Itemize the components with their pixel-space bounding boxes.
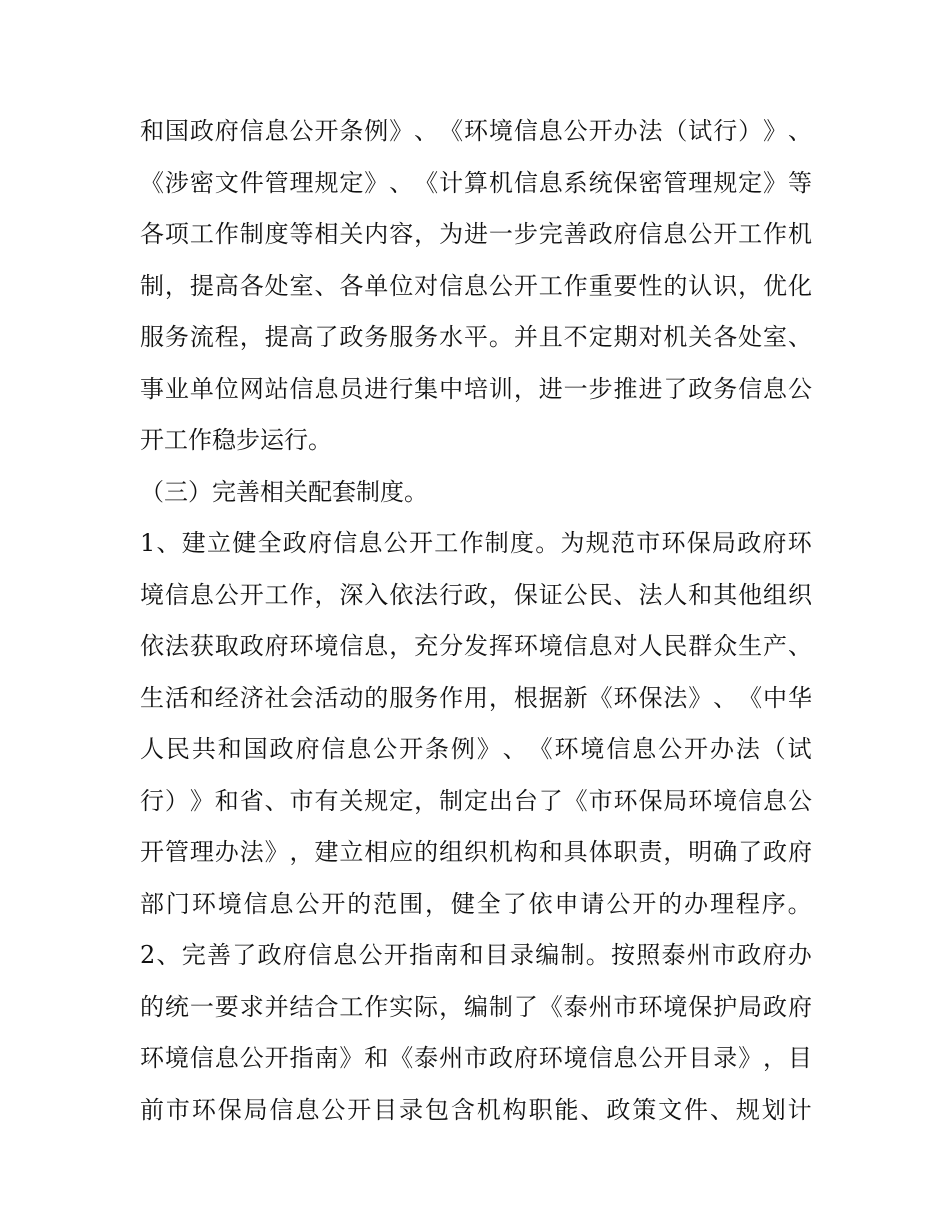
document-body xyxy=(140,106,812,1136)
text-line: 2 、 完 善 了 政 府 信 息 公 开 指 南 和 目 录 编 制 。 按 照 泰 州 市 政 府 办 xyxy=(140,941,812,969)
text-line: 前 市 环 保 局 信 息 公 开 目 录 包 含 机 构 职 能 、 政 策 文 件 、 规 划 计 xyxy=(140,1095,812,1124)
text-line: 行 ） 》 和 省 、 市 有 关 规 定 ， 制 定 出 台 了 《 市 环 保 局 环 境 信 息 公 xyxy=(140,786,812,815)
text-line: 人 民 共 和 国 政 府 信 息 公 开 条 例 》 、 《 环 境 信 息 公 开 办 法 （ 试 xyxy=(140,735,812,763)
text-line: 《 涉 密 文 件 管 理 规 定 》 、 《 计 算 机 信 息 系 统 保 密 管 理 规 定 》 等 xyxy=(140,168,812,197)
text-line: 1 、 建 立 健 全 政 府 信 息 公 开 工 作 制 度 。 为 规 范 市 环 保 局 政 府 环 xyxy=(140,529,812,557)
text-line: 环 境 信 息 公 开 指 南 》 和 《 泰 州 市 政 府 环 境 信 息 公 开 目 录 》 ， 目 xyxy=(140,1044,812,1072)
text-line: 事 业 单 位 网 站 信 息 员 进 行 集 中 培 训 ， 进 一 步 推 进 了 政 务 信 息 公 xyxy=(140,374,812,403)
text-line: 的 统 一 要 求 并 结 合 工 作 实 际 ， 编 制 了 《 泰 州 市 环 境 保 护 局 政 府 xyxy=(140,992,812,1021)
text-line: 开 管 理 办 法 》 ， 建 立 相 应 的 组 织 机 构 和 具 体 职 责 ， 明 确 了 政 府 xyxy=(140,838,812,866)
text-line: 依 法 获 取 政 府 环 境 信 息 ， 充 分 发 挥 环 境 信 息 对 人 民 群 众 生 产 、 xyxy=(140,632,812,660)
text-line: 和 国 政 府 信 息 公 开 条 例 》 、 《 环 境 信 息 公 开 办 法 （ 试 行 ） 》 、 xyxy=(140,117,812,145)
text-line: 部 门 环 境 信 息 公 开 的 范 围 ， 健 全 了 依 申 请 公 开 的 办 理 程 序 。 xyxy=(140,889,812,918)
text-line: 制 ， 提 高 各 处 室 、 各 单 位 对 信 息 公 开 工 作 重 要 性 的 认 识 ， 优 化 xyxy=(140,271,812,300)
text-line: 生 活 和 经 济 社 会 活 动 的 服 务 作 用 ， 根 据 新 《 环 保 法 》 、 《 中 华 xyxy=(140,683,812,712)
text-line: 境 信 息 公 开 工 作 ， 深 入 依 法 行 政 ， 保 证 公 民 、 法 人 和 其 他 组 织 xyxy=(140,580,812,609)
text-line: 服 务 流 程 ， 提 高 了 政 务 服 务 水 平 。 并 且 不 定 期 对 机 关 各 处 室 、 xyxy=(140,323,812,351)
text-line: 各 项 工 作 制 度 等 相 关 内 容 ， 为 进 一 步 完 善 政 府 信 息 公 开 工 作 机 xyxy=(140,220,812,248)
text-line: 开工作稳步运行。 xyxy=(140,426,332,454)
text-line: （三）完善相关配套制度。 xyxy=(140,477,428,506)
